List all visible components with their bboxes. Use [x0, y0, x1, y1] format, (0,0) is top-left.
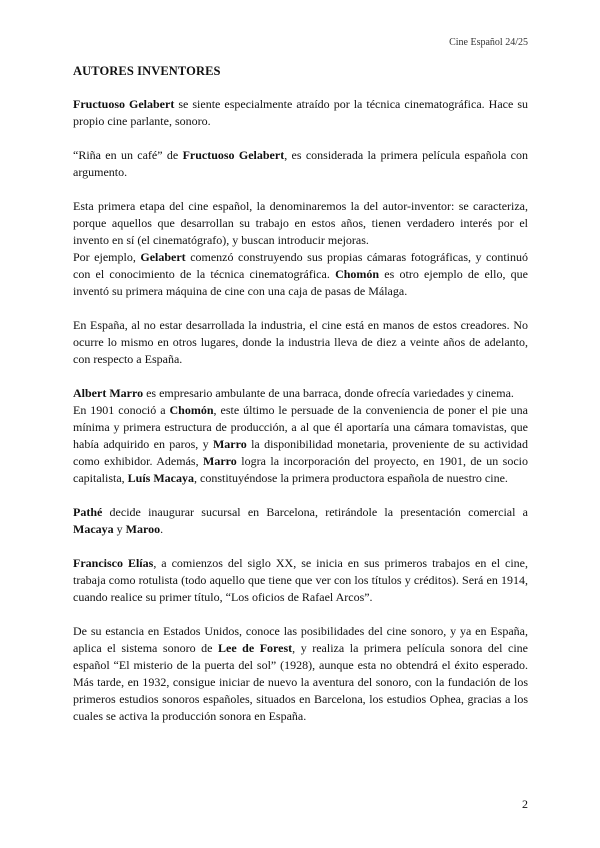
text-run: logra la incorporación del proyecto, en 1901, de un socio capitalista,: [73, 454, 528, 485]
running-header: Cine Español 24/25: [449, 37, 528, 48]
bold-name: Lee de Forest: [217, 641, 293, 655]
text-run: la disponibilidad monetaria, proveniente de su actividad como exhibidor. Además,: [73, 437, 528, 468]
text-run: se siente especialmente atraído por la técnica cinematográfica. Hace su propio cine parlante, sonoro.: [73, 97, 529, 128]
text-run: , y realiza la primera película sonora del cine español “El misterio de la puerta del sol” (1928), aunque esta no obtendrá el éxito esperado. Más tarde, en 1932, consigue iniciar de nuevo la aventura del sonoro, con la fundación de los primeros estudios sonoros españoles, situados en Barcelona, los estudios Ophea, gracias a los cuales se activa la producción sonora en España.: [73, 641, 529, 723]
text-run: Esta primera etapa del cine español, la denominaremos la del autor-inventor: se caracteriza, porque aquellos que desarrollan su trabajo en estos años, tienen verdadero interés por el invento en sí (el cinematógrafo), y buscan introducir mejoras.: [73, 199, 528, 247]
text-run: decide inaugurar sucursal en Barcelona, retirándole la presentación comercial a: [102, 505, 528, 519]
bold-name: Maroo: [125, 522, 161, 536]
text-run: , es considerada la primera película española con argumento.: [73, 148, 529, 179]
text-run: .: [160, 522, 164, 536]
paragraph-list: [73, 96, 528, 725]
bold-name: Luís Macaya: [127, 471, 194, 485]
bold-name: Fructuoso Gelabert: [73, 97, 175, 111]
paragraph: [73, 555, 528, 606]
text-run: En España, al no estar desarrollada la industria, el cine está en manos de estos creadores. No ocurre lo mismo en otros lugares, donde la industria lleva de diez a veinte años de adelanto, con respecto a España.: [73, 318, 528, 366]
text-run: es otro ejemplo de ello, que inventó su primera máquina de cine con una caja de pasas de Málaga.: [73, 267, 528, 298]
text-run: “Riña en un café” de: [73, 148, 183, 162]
bold-name: Pathé: [73, 505, 103, 519]
text-run: Por ejemplo,: [73, 250, 141, 264]
bold-name: Chomón: [335, 267, 380, 281]
paragraph: [73, 96, 528, 130]
paragraph: [73, 623, 528, 725]
bold-name: Gelabert: [140, 250, 186, 264]
bold-name: Albert Marro: [73, 386, 144, 400]
paragraph: [73, 504, 528, 538]
paragraph: [73, 249, 528, 300]
paragraph: [73, 198, 528, 249]
text-run: , a comienzos del siglo XX, se inicia en sus primeros trabajos en el cine, trabaja como rotulista (todo aquello que tiene que ver con los títulos y créditos). Será en 1914, cuando realice su primer título, “Los oficios de Rafael Arcos”.: [73, 556, 528, 604]
bold-name: Chomón: [169, 403, 214, 417]
bold-name: Marro: [203, 454, 237, 468]
paragraph: [73, 385, 528, 402]
document-body: [73, 64, 528, 742]
text-run: En 1901 conoció a: [73, 403, 170, 417]
bold-name: Francisco Elías: [73, 556, 154, 570]
page-number: 2: [522, 797, 528, 811]
text-run: comenzó construyendo sus propias cámaras fotográficas, y continuó con el conocimiento de la técnica cinematográfica.: [73, 250, 529, 281]
paragraph: [73, 402, 528, 487]
text-run: es empresario ambulante de una barraca, donde ofrecía variedades y cinema.: [143, 386, 514, 400]
section-title: AUTORES INVENTORES: [73, 64, 221, 78]
bold-name: Marro: [212, 437, 247, 451]
paragraph: [73, 317, 528, 368]
text-run: De su estancia en Estados Unidos, conoce las posibilidades del cine sonoro, y ya en España, aplica el sistema sonoro de: [73, 624, 528, 655]
bold-name: Fructuoso Gelabert: [182, 148, 285, 162]
bold-name: Macaya: [73, 522, 114, 536]
paragraph: [73, 147, 528, 181]
text-run: , este último le persuade de la conveniencia de poner el pie una mínima y primera estructura de producción, a al que él aportaría una cámara tomavistas, que había adquirido en paros, y: [73, 403, 528, 451]
text-run: y: [113, 522, 126, 536]
text-run: , constituyéndose la primera productora española de nuestro cine.: [194, 471, 508, 485]
